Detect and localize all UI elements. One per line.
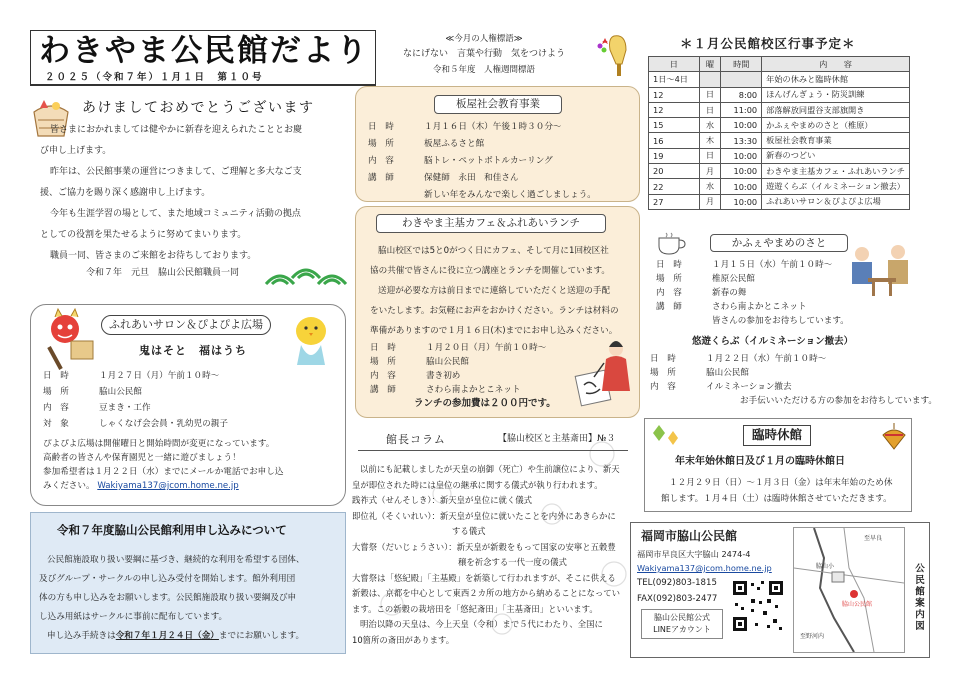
- cafe-body: [370, 241, 619, 341]
- cafe-value: さわら南よかとこネット: [426, 385, 521, 395]
- column-section: [352, 424, 642, 656]
- itaya-key: 場 所: [368, 139, 394, 149]
- cafe-key: 日 時: [370, 343, 396, 353]
- itaya-details: [368, 120, 596, 202]
- schedule-date: 12: [649, 102, 700, 117]
- header-underline: [30, 84, 376, 86]
- column-line: 皇が即位された時には皇位の継承に関する儀式が執り行われます。: [352, 479, 603, 490]
- yuyu-note: お手伝いいただける方の参加をお待ちしています。: [740, 396, 937, 406]
- schedule-header-row: [649, 57, 910, 72]
- cafe-line: 脇山校区では5と0がつく日にカフェ、そして月に1回校区社: [378, 246, 609, 256]
- yamame-note: 皆さんの参加をお待ちしています。: [712, 316, 849, 326]
- yuyu-value: １月２２日（水）午前１０時～: [706, 354, 827, 364]
- schedule-table: [648, 56, 910, 210]
- cafe-value: １月２０日（月）午前１０時～: [426, 343, 547, 353]
- column-line: 即位礼（そくいれい）：新天皇が皇位に就いたことを内外にあきらかに: [352, 510, 616, 521]
- application-deadline-pre: 申し込み手続きは: [47, 631, 116, 641]
- schedule-date: 20: [649, 164, 700, 179]
- schedule-time: [721, 72, 762, 87]
- table-row: [649, 179, 910, 194]
- schedule-content: ほんげんぎょう・防災訓練: [762, 87, 910, 102]
- salon-key: 内 容: [43, 403, 69, 413]
- schedule-time: 11:00: [721, 102, 762, 117]
- greeting-body: [40, 120, 302, 267]
- contact-address: 福岡市早良区大字脇山 2474-4: [637, 549, 751, 559]
- yamame-key: 場 所: [656, 274, 682, 284]
- salon-note: みください。: [43, 481, 95, 491]
- schedule-date: 15: [649, 118, 700, 133]
- contact-tel: TEL(092)803-1815: [637, 578, 717, 588]
- salon-section: [30, 304, 346, 506]
- slogan-box: [384, 32, 584, 88]
- column-body: [352, 462, 620, 648]
- application-line: し込み用紙はサークルに事前に配布しています。: [39, 612, 228, 622]
- map-caption: 公民館案内図: [913, 563, 924, 632]
- schedule-dow: 月: [699, 164, 721, 179]
- schedule-dow: 木: [699, 133, 721, 148]
- application-body: [39, 551, 304, 646]
- cafe-people-icon: [848, 240, 916, 298]
- cafe-key: 場 所: [370, 357, 396, 367]
- schedule-dow: 月: [699, 194, 721, 209]
- yuyu-value: 脇山公民館: [706, 368, 749, 378]
- issue-line: ２０２５（令和７年）１月１日 第１０号: [45, 72, 264, 83]
- salon-value: 脇山公民館: [99, 387, 142, 397]
- map-label: 脇山小: [816, 563, 835, 570]
- table-row: [649, 118, 910, 133]
- schedule-date: 19: [649, 148, 700, 163]
- cafe-value: 書き初め: [426, 371, 461, 381]
- cafe-line: 協の共催で皆さんに役に立つ講座とランチを開催しています。: [370, 266, 610, 276]
- schedule-time: 10:00: [721, 118, 762, 133]
- column-subtitle: 【脇山校区と主基斎田】№３: [498, 434, 616, 444]
- schedule-time: 10:00: [721, 179, 762, 194]
- salon-value: 豆まき・工作: [99, 403, 151, 413]
- yuyu-value: イルミネーション撤去: [706, 382, 792, 392]
- cafe-key: 内 容: [370, 371, 396, 381]
- calligraphy-girl-icon: [574, 333, 634, 409]
- schedule-dow: 水: [699, 179, 721, 194]
- salon-value: １月２７日（月）午前１０時～: [99, 371, 220, 381]
- salon-note: 参加希望者は１月２２日（水）までにメールか電話でお申し込: [43, 467, 284, 477]
- schedule-header: 曜: [699, 57, 721, 72]
- closure-subtitle: 年末年始休館日及び１月の臨時休館日: [675, 456, 845, 467]
- cafe-value: 脇山公民館: [426, 357, 469, 367]
- contact-fax: FAX(092)803-2477: [637, 594, 718, 604]
- map-label: 至野河内: [800, 633, 825, 640]
- contact-name: 福岡市脇山公民館: [641, 529, 738, 543]
- greeting-line: としての役割を果たせるように努めてまいります。: [40, 230, 247, 240]
- table-row: [649, 87, 910, 102]
- application-deadline: 令和７年１月２４日（金）: [115, 631, 219, 641]
- greeting-line: 昨年は、公民館事業の運営につきまして、ご理解と多大なご支: [50, 167, 302, 177]
- schedule-time: 8:00: [721, 87, 762, 102]
- salon-key: 日 時: [43, 371, 69, 381]
- schedule-content: かふぇやまめのさと（椎原）: [762, 118, 910, 133]
- column-title: 館長コラム: [386, 433, 446, 446]
- table-row: [649, 164, 910, 179]
- coffee-cup-icon: [654, 232, 688, 256]
- column-line: 新穀は、京都を中心として東西２カ所の地方から納めることになってい: [352, 588, 620, 598]
- application-section: [30, 512, 346, 654]
- greeting-line: 今年も生涯学習の場として、また地域コミュニティ活動の拠点: [50, 209, 301, 219]
- yuyu-title: 悠遊くらぶ（イルミネーション撤去）: [692, 336, 854, 347]
- yamame-key: 講 師: [656, 302, 682, 312]
- hagoita-icon: [592, 30, 642, 80]
- cafe-fee: ランチの参加費は２００円です。: [414, 398, 556, 409]
- table-row: [649, 148, 910, 163]
- closure-title: 臨時休館: [743, 425, 811, 446]
- column-line: 大嘗祭（だいじょうさい）：新天皇が新穀をもって国家の安寧と五穀豊: [352, 541, 616, 552]
- yamame-title: かふぇやまめのさと: [710, 234, 848, 252]
- salon-email[interactable]: Wakiyama137@jcom.home.ne.jp: [97, 481, 239, 491]
- schedule-date: 12: [649, 87, 700, 102]
- yuyu-key: 内 容: [650, 382, 676, 392]
- schedule-title: ＊１月公民館校区行事予定＊: [680, 36, 856, 51]
- itaya-section: [355, 86, 640, 202]
- salon-key: 場 所: [43, 387, 69, 397]
- column-line: 明治以降の天皇は、今上天皇（令和）まで５代にわたり、全国に: [360, 619, 603, 629]
- map-label: 至早良: [864, 535, 883, 542]
- schedule-content: わきやま主基カフェ・ふれあいランチ: [762, 164, 910, 179]
- koma-top-icon: [879, 421, 909, 451]
- column-line: 10箇所の斎田があります。: [352, 634, 455, 645]
- schedule-date: 16: [649, 133, 700, 148]
- column-line: 践祚式（せんそしき）：新天皇が皇位に就く儀式: [352, 495, 533, 505]
- schedule-time: 10:00: [721, 164, 762, 179]
- yamame-value: 椎原公民館: [712, 274, 755, 284]
- schedule-dow: 水: [699, 118, 721, 133]
- closure-line: １２月２９日（日）～１月３日（金）は年末年始のため休: [669, 478, 893, 488]
- application-deadline-post: までにお願いします。: [218, 631, 305, 641]
- salon-subtitle: 鬼はそと 福はうち: [139, 344, 247, 357]
- yuyu-details: [650, 352, 937, 408]
- closure-body: [661, 475, 892, 507]
- cafe-line: をいたします。お気軽にお声をおかけください。ランチは材料の: [370, 306, 619, 316]
- line-account-box: [641, 609, 723, 639]
- yamame-key: 日 時: [656, 260, 682, 270]
- application-title: 令和７年度脇山公民館利用申し込みについて: [57, 523, 287, 537]
- greeting-title: あけましておめでとうございます: [82, 100, 315, 116]
- schedule-dow: 日: [699, 102, 721, 117]
- greeting-line: 皆さまにおかれましては健やかに新春を迎えられたこととお慶: [50, 125, 303, 135]
- column-line: する儀式: [452, 526, 486, 536]
- schedule-date: 22: [649, 179, 700, 194]
- map-label: 脇山公民館: [842, 601, 873, 608]
- yamame-details: [656, 258, 849, 328]
- map-box: [793, 527, 905, 653]
- schedule-content: 板屋社会教育事業: [762, 133, 910, 148]
- itaya-note: 新しい年をみんなで楽しく過ごしましょう。: [424, 190, 596, 200]
- salon-details: [43, 369, 228, 431]
- greeting-line: 職員一同、皆さまのご来館をお待ちしております。: [50, 251, 257, 261]
- itaya-value: 保健師 永田 和佳さん: [424, 173, 519, 183]
- closure-section: [644, 418, 912, 512]
- cafe-section: [355, 206, 640, 418]
- yamame-value: 新春の舞: [712, 288, 747, 298]
- table-row: [649, 72, 910, 87]
- slogan-text: なにげない 言葉や行動 気をつけよう: [402, 48, 565, 59]
- yamame-value: １月１５日（水）午前１０時～: [712, 260, 833, 270]
- salon-title: ふれあいサロン＆ぴよぴよ広場: [101, 315, 271, 335]
- area-map: [794, 528, 904, 652]
- table-row: [649, 194, 910, 209]
- salon-value: しゃくなげ会会員・乳幼児の親子: [99, 419, 228, 429]
- table-row: [649, 102, 910, 117]
- line-account-label: 脇山公民館公式LINEアカウント: [653, 613, 711, 634]
- salon-key: 対 象: [43, 419, 69, 429]
- cafe-details: [370, 341, 546, 397]
- closure-line: 館します。１月４日（土）は臨時休館させていただきます。: [661, 494, 892, 504]
- contact-email[interactable]: Wakiyama137@jcom.home.ne.jp: [637, 563, 772, 573]
- schedule-header: 内 容: [762, 57, 910, 72]
- column-header-line: [358, 450, 628, 451]
- application-line: 体の方も申し込みをお願いします。公民館施設取り扱い要綱及び申: [39, 593, 297, 603]
- schedule-date: 1日～4日: [649, 72, 700, 87]
- itaya-key: 内 容: [368, 156, 394, 166]
- salon-note: ぴよぴよ広場は開催曜日と開始時間が変更になっています。: [43, 439, 275, 449]
- schedule-dow: 日: [699, 148, 721, 163]
- schedule-header: 時間: [721, 57, 762, 72]
- itaya-title: 板屋社会教育事業: [434, 95, 562, 114]
- itaya-value: 板屋ふるさと館: [424, 139, 485, 149]
- schedule-header: 日: [649, 57, 700, 72]
- itaya-key: 日 時: [368, 122, 394, 132]
- itaya-value: １月１６日（木）午後１時３０分～: [424, 122, 562, 132]
- schedule-date: 27: [649, 194, 700, 209]
- application-line: 及びグループ・サークルの申し込み受付を開始します。館外利用団: [39, 574, 296, 584]
- yuyu-key: 日 時: [650, 354, 676, 364]
- qr-code-icon[interactable]: [731, 579, 785, 633]
- greeting-signature: 令和７年 元旦 脇山公民館職員一同: [86, 268, 240, 278]
- column-line: 大嘗祭は「悠紀殿」「主基殿」を新築して行われますが、そこに供える: [352, 572, 616, 583]
- slogan-heading: ≪今月の人権標語≫: [445, 34, 523, 44]
- column-line: 穣を祈念する一代一度の儀式: [458, 557, 567, 567]
- yamame-key: 内 容: [656, 288, 682, 298]
- schedule-content: 年始の休みと臨時休館: [762, 72, 910, 87]
- salon-note: 高齢者の皆さんや保育園児と一緒に遊びましょう！: [43, 453, 241, 463]
- schedule-dow: 日: [699, 87, 721, 102]
- page-title: わきやま公民館だより: [39, 33, 369, 69]
- cafe-title: わきやま主基カフェ＆ふれあいランチ: [376, 214, 606, 233]
- schedule-content: 新春のつどい: [762, 148, 910, 163]
- diamond-ornament-icon: [651, 423, 691, 451]
- column-line: 以前にも記載しましたが天皇の崩御（死亡）や生前譲位により、新天: [360, 464, 620, 474]
- slogan-note: 令和５年度 人権週間標語: [432, 64, 535, 75]
- schedule-time: 13:30: [721, 133, 762, 148]
- cafe-line: 準備がありますので１月１６日(木)までにお申し込みください。: [370, 326, 618, 336]
- column-line: ます。この新穀の栽培田を「悠紀斎田」「主基斎田」といいます。: [352, 603, 598, 614]
- contact-section: [630, 522, 930, 658]
- schedule-dow: [699, 72, 721, 87]
- cafe-line: 送迎が必要な方は前日までに連絡していただくと送迎の手配: [378, 286, 611, 296]
- cafe-key: 講 師: [370, 385, 396, 395]
- greeting-line: び申し上げます。: [40, 146, 112, 156]
- itaya-value: 脳トレ・ペットボトルカーリング: [424, 156, 553, 166]
- schedule-time: 10:00: [721, 194, 762, 209]
- schedule-content: 遊遊くらぶ（イルミネーション撤去）: [762, 179, 910, 194]
- oni-icon: [43, 307, 99, 373]
- chick-icon: [287, 309, 337, 367]
- schedule-time: 10:00: [721, 148, 762, 163]
- application-line: 公民館施設取り扱い要綱に基づき、継続的な利用を希望する団体、: [47, 555, 305, 565]
- yuyu-key: 場 所: [650, 368, 676, 378]
- yamame-value: さわら南よかとこネット: [712, 302, 807, 312]
- itaya-key: 講 師: [368, 173, 394, 183]
- wave-pattern-icon: [262, 250, 352, 290]
- salon-notes: [43, 437, 283, 493]
- schedule-content: ふれあいサロン＆ぴよぴよ広場: [762, 194, 910, 209]
- title-block: [30, 30, 376, 86]
- table-row: [649, 133, 910, 148]
- greeting-line: 援、ご協力を賜り深く感謝申し上げます。: [40, 188, 211, 198]
- schedule-content: 部落解放同盟谷支部旗開き: [762, 102, 910, 117]
